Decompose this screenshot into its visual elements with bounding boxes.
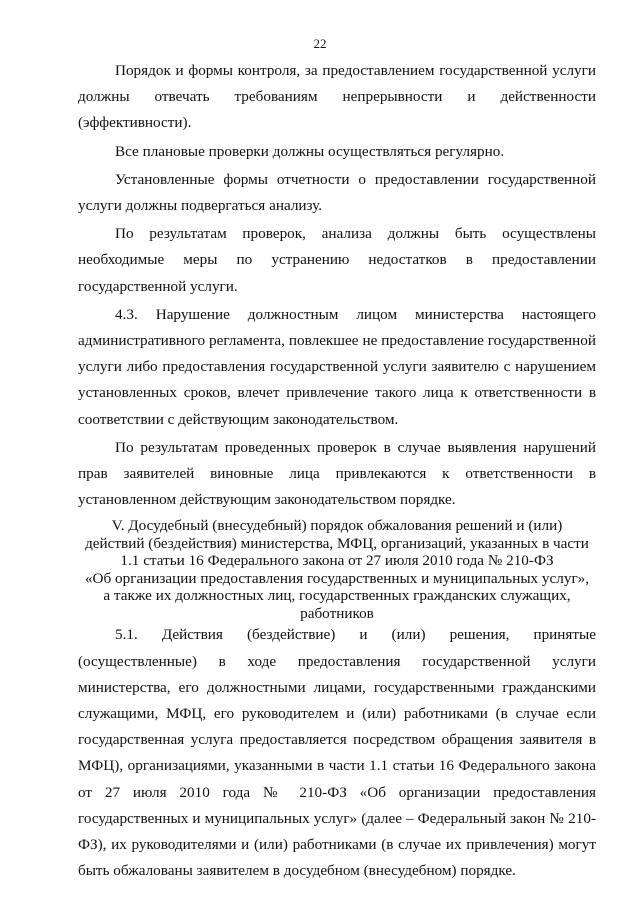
paragraph-inspection-results: По результатам проверок, анализа должны быть осуществлены необходимые меры по устранению недостатков в предоставлении государственной услуги. (78, 225, 596, 295)
section-heading-line: «Об организации предоставления государственных и муниципальных услуг», (84, 569, 590, 587)
section-heading-line: V. Досудебный (внесудебный) порядок обжалования решений и (или) (111, 517, 563, 535)
page-number: 22 (313, 36, 327, 51)
section-heading-line: действий (бездействия) министерства, МФЦ, организаций, указанных в части (85, 534, 589, 552)
section-heading-line: а также их должностных лиц, государственных гражданских служащих, (103, 587, 571, 605)
paragraph-liability: По результатам проведенных проверок в случае выявления нарушений прав заявителей виновные лица привлекаются к ответственности в установленном действующим законодательством порядке. (78, 438, 596, 509)
paragraph-5-1-appeal: 5.1. Действия (бездействие) и (или) решения, принятые (осуществленные) в ходе предоставления государственной услуги министерства, его должностными лицами, государственными гражданскими служащими, МФЦ, его руководителем и (или) работниками (в случае если государственная услуга предоставляется посредством обращения заявителя в МФЦ), организациями, указанными в части 1.1 статьи 16 Федерального закона от 27 июля 2010 года № 210-ФЗ «Об организации предоставления государственных и муниципальных услуг» (далее – Федеральный закон № 210-ФЗ), их руководителями и (или) работниками (в случае их привлечения) могут быть обжалованы заявителем в досудебном (внесудебном) порядке. (78, 626, 596, 880)
section-v-heading (78, 517, 596, 622)
document-body (78, 58, 596, 884)
paragraph-planned-inspections: Все плановые проверки должны осуществляться регулярно. (115, 142, 505, 160)
paragraph-control-forms: Порядок и формы контроля, за предоставлением государственной услуги должны отвечать требованиям непрерывности и действенности (эффективности). (78, 62, 596, 132)
paragraph-reporting-forms: Установленные формы отчетности о предоставлении государственной услуги должны подвергаться анализу. (78, 170, 596, 215)
section-heading-line: 1.1 статьи 16 Федерального закона от 27 июля 2010 года № 210-ФЗ (120, 552, 554, 570)
paragraph-4-3-violation: 4.3. Нарушение должностным лицом министерства настоящего административного регламента, повлекшее не предоставление государственной услуги либо предоставления государственной услуги заявителю с нарушением установленных сроков, влечет привлечение такого лица к ответственности в соответствии с действующим законодательством. (78, 305, 596, 428)
section-heading-line: работников (300, 604, 374, 622)
